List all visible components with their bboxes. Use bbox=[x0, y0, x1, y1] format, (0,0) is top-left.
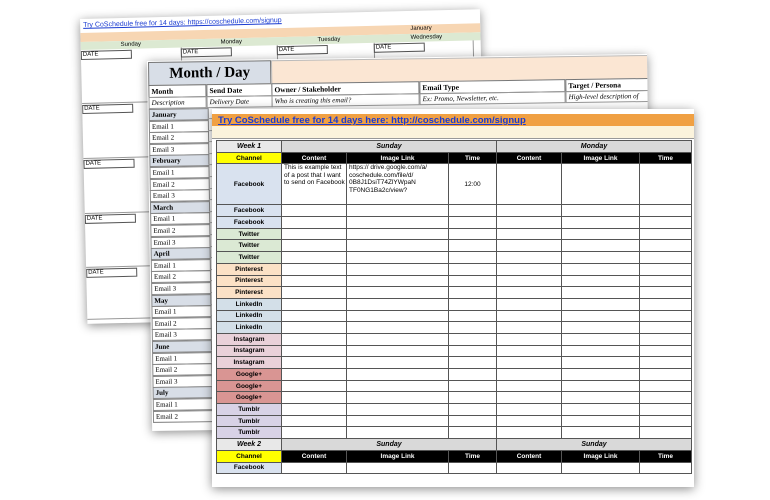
email-row-label: Email 3 bbox=[149, 143, 209, 156]
channel-row bbox=[217, 357, 692, 369]
channel-cell[interactable]: Facebook bbox=[217, 164, 282, 205]
channel-row bbox=[217, 369, 692, 381]
empty-cell[interactable] bbox=[449, 333, 497, 345]
date-cell: DATE bbox=[374, 43, 425, 53]
channel-row bbox=[217, 217, 692, 229]
empty-cell[interactable] bbox=[347, 322, 449, 334]
empty-cell[interactable] bbox=[497, 462, 562, 474]
empty-cell[interactable] bbox=[640, 427, 692, 439]
empty-cell[interactable] bbox=[347, 252, 449, 264]
time-cell[interactable] bbox=[640, 164, 692, 205]
empty-cell[interactable] bbox=[282, 298, 347, 310]
empty-cell[interactable] bbox=[449, 275, 497, 287]
day-label: Wednesday bbox=[410, 34, 443, 41]
empty-cell[interactable] bbox=[497, 333, 562, 345]
channel-row bbox=[217, 310, 692, 322]
channel-row bbox=[217, 427, 692, 439]
empty-cell[interactable] bbox=[347, 380, 449, 392]
empty-cell[interactable] bbox=[562, 252, 640, 264]
empty-cell[interactable] bbox=[449, 310, 497, 322]
empty-cell[interactable] bbox=[449, 298, 497, 310]
empty-cell[interactable] bbox=[347, 263, 449, 275]
empty-cell[interactable] bbox=[497, 287, 562, 299]
email-row-label: Email 1 bbox=[153, 398, 213, 411]
empty-cell[interactable] bbox=[640, 263, 692, 275]
empty-cell[interactable] bbox=[640, 310, 692, 322]
channel-row bbox=[217, 263, 692, 275]
empty-cell[interactable] bbox=[640, 252, 692, 264]
email-row-label: Email 2 bbox=[152, 363, 212, 376]
content-header: Content bbox=[497, 450, 562, 462]
channel-cell[interactable]: LinkedIn bbox=[217, 322, 282, 334]
image-link-header: Image Link bbox=[562, 152, 640, 164]
image-link-header: Image Link bbox=[347, 152, 449, 164]
sheet-title: Month / Day bbox=[148, 60, 271, 86]
channel-row bbox=[217, 380, 692, 392]
email-row-label: Email 1 bbox=[149, 120, 209, 133]
empty-cell[interactable] bbox=[449, 252, 497, 264]
empty-cell[interactable] bbox=[562, 392, 640, 404]
empty-cell[interactable] bbox=[562, 415, 640, 427]
channel-cell[interactable]: Pinterest bbox=[217, 287, 282, 299]
empty-cell[interactable] bbox=[449, 462, 497, 474]
channel-row bbox=[217, 392, 692, 404]
empty-cell[interactable] bbox=[497, 217, 562, 229]
date-cell: DATE bbox=[82, 104, 133, 114]
day-header: Sunday bbox=[282, 439, 497, 451]
empty-cell[interactable] bbox=[282, 462, 347, 474]
column-description: Who is creating this email? bbox=[271, 93, 419, 107]
day-label: Monday bbox=[220, 39, 243, 46]
empty-cell[interactable] bbox=[497, 275, 562, 287]
empty-cell[interactable] bbox=[497, 427, 562, 439]
empty-cell[interactable] bbox=[497, 392, 562, 404]
empty-cell[interactable] bbox=[449, 263, 497, 275]
day-header: Monday bbox=[497, 141, 692, 153]
channel-row bbox=[217, 205, 692, 217]
empty-cell[interactable] bbox=[347, 275, 449, 287]
empty-cell[interactable] bbox=[347, 392, 449, 404]
empty-cell[interactable] bbox=[497, 298, 562, 310]
week-header-row bbox=[217, 141, 692, 153]
empty-cell[interactable] bbox=[562, 404, 640, 416]
empty-cell[interactable] bbox=[497, 310, 562, 322]
day-label: Tuesday bbox=[317, 36, 341, 44]
email-row-label: Email 3 bbox=[152, 375, 212, 388]
empty-cell[interactable] bbox=[347, 345, 449, 357]
channel-cell[interactable]: Instagram bbox=[217, 333, 282, 345]
image-link-header: Image Link bbox=[347, 450, 449, 462]
channel-cell[interactable]: Twitter bbox=[217, 240, 282, 252]
empty-cell[interactable] bbox=[640, 287, 692, 299]
empty-cell[interactable] bbox=[347, 333, 449, 345]
empty-cell[interactable] bbox=[640, 369, 692, 381]
channel-row bbox=[217, 275, 692, 287]
empty-cell[interactable] bbox=[497, 252, 562, 264]
empty-cell[interactable] bbox=[449, 427, 497, 439]
day-label: Sunday bbox=[120, 41, 142, 49]
date-cell: DATE bbox=[86, 268, 137, 278]
content-header: Content bbox=[497, 152, 562, 164]
empty-cell[interactable] bbox=[449, 357, 497, 369]
social-calendar-table bbox=[216, 140, 692, 474]
week-label: Week 2 bbox=[217, 439, 282, 451]
column-header: Email Type bbox=[419, 79, 565, 94]
empty-cell[interactable] bbox=[640, 228, 692, 240]
channel-cell[interactable]: Facebook bbox=[217, 217, 282, 229]
channel-row bbox=[217, 240, 692, 252]
month-row-label: January bbox=[149, 108, 209, 121]
column-description: High-level description of bbox=[565, 90, 652, 103]
image-link-header: Image Link bbox=[562, 450, 640, 462]
empty-cell[interactable] bbox=[562, 275, 640, 287]
email-row-label: Email 3 bbox=[152, 329, 212, 342]
empty-cell[interactable] bbox=[347, 369, 449, 381]
empty-cell[interactable] bbox=[347, 205, 449, 217]
empty-cell[interactable] bbox=[449, 404, 497, 416]
empty-cell[interactable] bbox=[562, 345, 640, 357]
empty-cell[interactable] bbox=[640, 240, 692, 252]
column-header: Send Date bbox=[206, 83, 272, 97]
empty-cell[interactable] bbox=[347, 357, 449, 369]
channel-row bbox=[217, 404, 692, 416]
day-header: Sunday bbox=[282, 141, 497, 153]
empty-cell[interactable] bbox=[562, 310, 640, 322]
empty-cell[interactable] bbox=[497, 322, 562, 334]
channel-row bbox=[217, 345, 692, 357]
channel-row bbox=[217, 252, 692, 264]
empty-cell[interactable] bbox=[449, 228, 497, 240]
empty-cell[interactable] bbox=[449, 369, 497, 381]
channel-cell[interactable]: LinkedIn bbox=[217, 298, 282, 310]
week-header-row bbox=[217, 439, 692, 451]
email-row-label: Email 1 bbox=[150, 213, 210, 226]
email-row-label: Email 3 bbox=[150, 189, 210, 202]
content-cell[interactable] bbox=[497, 164, 562, 205]
empty-cell[interactable] bbox=[497, 205, 562, 217]
channel-cell[interactable]: Tumblr bbox=[217, 404, 282, 416]
empty-cell[interactable] bbox=[640, 217, 692, 229]
channel-cell[interactable]: Instagram bbox=[217, 357, 282, 369]
empty-cell[interactable] bbox=[347, 298, 449, 310]
empty-cell[interactable] bbox=[449, 380, 497, 392]
column-header-row bbox=[217, 152, 692, 164]
email-row-label: Email 1 bbox=[152, 352, 212, 365]
email-row-label: Email 3 bbox=[150, 236, 210, 249]
empty-cell[interactable] bbox=[562, 263, 640, 275]
date-cell: DATE bbox=[81, 50, 132, 60]
empty-cell[interactable] bbox=[562, 333, 640, 345]
empty-cell[interactable] bbox=[449, 287, 497, 299]
month-row-label: July bbox=[153, 387, 213, 400]
empty-cell[interactable] bbox=[497, 369, 562, 381]
channel-cell[interactable]: Facebook bbox=[217, 462, 282, 474]
empty-cell[interactable] bbox=[282, 357, 347, 369]
empty-cell[interactable] bbox=[282, 392, 347, 404]
empty-cell[interactable] bbox=[562, 380, 640, 392]
empty-cell[interactable] bbox=[282, 404, 347, 416]
social-media-calendar-sheet bbox=[212, 109, 694, 487]
empty-cell[interactable] bbox=[347, 415, 449, 427]
coschedule-signup-link[interactable]: Try CoSchedule free for 14 days here: http://coschedule.com/signup bbox=[218, 115, 526, 126]
empty-cell[interactable] bbox=[282, 310, 347, 322]
empty-cell[interactable] bbox=[282, 252, 347, 264]
column-header-row bbox=[217, 450, 692, 462]
empty-cell[interactable] bbox=[497, 415, 562, 427]
date-cell: DATE bbox=[83, 159, 134, 169]
column-header: Owner / Stakeholder bbox=[271, 81, 419, 96]
time-header: Time bbox=[640, 152, 692, 164]
empty-cell[interactable] bbox=[640, 275, 692, 287]
empty-cell[interactable] bbox=[282, 345, 347, 357]
empty-cell[interactable] bbox=[562, 427, 640, 439]
empty-cell[interactable] bbox=[282, 380, 347, 392]
empty-cell[interactable] bbox=[282, 287, 347, 299]
channel-cell[interactable]: Twitter bbox=[217, 228, 282, 240]
week-label: Week 1 bbox=[217, 141, 282, 153]
empty-cell[interactable] bbox=[282, 217, 347, 229]
empty-cell[interactable] bbox=[282, 322, 347, 334]
empty-cell[interactable] bbox=[282, 369, 347, 381]
time-header: Time bbox=[449, 152, 497, 164]
empty-cell[interactable] bbox=[449, 217, 497, 229]
month-label: January bbox=[410, 25, 432, 32]
empty-cell[interactable] bbox=[347, 462, 449, 474]
channel-header: Channel bbox=[217, 152, 282, 164]
content-header: Content bbox=[282, 450, 347, 462]
empty-cell[interactable] bbox=[449, 205, 497, 217]
empty-cell[interactable] bbox=[347, 228, 449, 240]
channel-row bbox=[217, 333, 692, 345]
empty-cell[interactable] bbox=[562, 322, 640, 334]
empty-cell[interactable] bbox=[282, 275, 347, 287]
content-cell[interactable]: This is example text of a post that I want to send on Facebook bbox=[282, 164, 347, 205]
empty-cell[interactable] bbox=[347, 427, 449, 439]
empty-cell[interactable] bbox=[562, 205, 640, 217]
empty-cell[interactable] bbox=[347, 310, 449, 322]
channel-cell[interactable]: Tumblr bbox=[217, 415, 282, 427]
empty-cell[interactable] bbox=[282, 263, 347, 275]
empty-cell[interactable] bbox=[282, 415, 347, 427]
empty-cell[interactable] bbox=[640, 404, 692, 416]
email-row-label: Email 2 bbox=[153, 410, 213, 423]
column-header: Month bbox=[148, 84, 206, 98]
empty-cell[interactable] bbox=[562, 462, 640, 474]
channel-cell[interactable]: Twitter bbox=[217, 252, 282, 264]
column-description: Description bbox=[149, 96, 207, 109]
empty-cell[interactable] bbox=[282, 240, 347, 252]
date-cell: DATE bbox=[277, 45, 328, 55]
header-band bbox=[212, 126, 694, 139]
empty-cell[interactable] bbox=[449, 345, 497, 357]
channel-row bbox=[217, 462, 692, 474]
month-row-label: March bbox=[150, 201, 210, 214]
date-cell: DATE bbox=[181, 47, 232, 57]
channel-cell[interactable]: Google+ bbox=[217, 380, 282, 392]
empty-cell[interactable] bbox=[449, 392, 497, 404]
column-header: Target / Persona bbox=[565, 78, 652, 92]
email-row-label: Email 1 bbox=[151, 305, 211, 318]
empty-cell[interactable] bbox=[562, 369, 640, 381]
empty-cell[interactable] bbox=[640, 333, 692, 345]
empty-cell[interactable] bbox=[449, 415, 497, 427]
channel-row bbox=[217, 322, 692, 334]
empty-cell[interactable] bbox=[282, 228, 347, 240]
empty-cell[interactable] bbox=[562, 240, 640, 252]
empty-cell[interactable] bbox=[562, 287, 640, 299]
channel-row bbox=[217, 287, 692, 299]
empty-cell[interactable] bbox=[282, 333, 347, 345]
empty-cell[interactable] bbox=[497, 345, 562, 357]
empty-cell[interactable] bbox=[282, 427, 347, 439]
empty-cell[interactable] bbox=[497, 380, 562, 392]
email-row-label: Email 2 bbox=[152, 317, 212, 330]
channel-cell[interactable]: Google+ bbox=[217, 369, 282, 381]
empty-cell[interactable] bbox=[562, 357, 640, 369]
empty-cell[interactable] bbox=[640, 462, 692, 474]
image-link-cell[interactable]: https:// drive.google.com/a/ coschedule.com/file/d/ 0B8J1DsiT74ZlYWpaN TF0NG1Ba2c/view? bbox=[347, 164, 449, 205]
month-row-label: April bbox=[151, 247, 211, 260]
channel-cell[interactable]: Pinterest bbox=[217, 263, 282, 275]
empty-cell[interactable] bbox=[497, 263, 562, 275]
empty-cell[interactable] bbox=[640, 357, 692, 369]
empty-cell[interactable] bbox=[449, 240, 497, 252]
empty-cell[interactable] bbox=[347, 404, 449, 416]
date-cell: DATE bbox=[85, 214, 136, 224]
empty-cell[interactable] bbox=[640, 322, 692, 334]
month-row-label: June bbox=[152, 340, 212, 353]
example-post-row bbox=[217, 164, 692, 205]
email-row-label: Email 2 bbox=[150, 224, 210, 237]
empty-cell[interactable] bbox=[562, 217, 640, 229]
time-cell[interactable]: 12:00 bbox=[449, 164, 497, 205]
empty-cell[interactable] bbox=[640, 345, 692, 357]
signup-banner bbox=[212, 114, 694, 126]
email-row-label: Email 2 bbox=[149, 131, 209, 144]
channel-header: Channel bbox=[217, 450, 282, 462]
image-link-cell[interactable] bbox=[562, 164, 640, 205]
empty-cell[interactable] bbox=[282, 205, 347, 217]
empty-cell[interactable] bbox=[347, 287, 449, 299]
empty-cell[interactable] bbox=[497, 228, 562, 240]
channel-row bbox=[217, 298, 692, 310]
empty-cell[interactable] bbox=[640, 392, 692, 404]
month-row-label: May bbox=[151, 294, 211, 307]
email-row-label: Email 1 bbox=[149, 166, 209, 179]
day-header: Sunday bbox=[497, 439, 692, 451]
channel-cell[interactable]: Pinterest bbox=[217, 275, 282, 287]
empty-cell[interactable] bbox=[640, 205, 692, 217]
email-row-label: Email 3 bbox=[151, 282, 211, 295]
empty-cell[interactable] bbox=[640, 298, 692, 310]
empty-cell[interactable] bbox=[562, 298, 640, 310]
channel-cell[interactable]: Google+ bbox=[217, 392, 282, 404]
channel-row bbox=[217, 415, 692, 427]
column-description: Delivery Date bbox=[206, 95, 272, 108]
column-description: Ex: Promo, Newsletter, etc. bbox=[419, 91, 565, 105]
channel-cell[interactable]: LinkedIn bbox=[217, 310, 282, 322]
content-header: Content bbox=[282, 152, 347, 164]
empty-cell[interactable] bbox=[497, 240, 562, 252]
empty-cell[interactable] bbox=[497, 357, 562, 369]
coschedule-signup-link[interactable]: Try CoSchedule free for 14 days: https://coschedule.com/signup bbox=[83, 17, 282, 29]
channel-cell[interactable]: Tumblr bbox=[217, 427, 282, 439]
empty-cell[interactable] bbox=[640, 380, 692, 392]
month-row-label: February bbox=[149, 155, 209, 168]
channel-cell[interactable]: Instagram bbox=[217, 345, 282, 357]
empty-cell[interactable] bbox=[347, 240, 449, 252]
empty-cell[interactable] bbox=[347, 217, 449, 229]
time-header: Time bbox=[640, 450, 692, 462]
empty-cell[interactable] bbox=[562, 228, 640, 240]
empty-cell[interactable] bbox=[640, 415, 692, 427]
empty-cell[interactable] bbox=[449, 322, 497, 334]
email-row-label: Email 2 bbox=[150, 178, 210, 191]
empty-cell[interactable] bbox=[497, 404, 562, 416]
email-row-label: Email 2 bbox=[151, 271, 211, 284]
email-row-label: Email 1 bbox=[151, 259, 211, 272]
channel-cell[interactable]: Facebook bbox=[217, 205, 282, 217]
channel-row bbox=[217, 228, 692, 240]
time-header: Time bbox=[449, 450, 497, 462]
